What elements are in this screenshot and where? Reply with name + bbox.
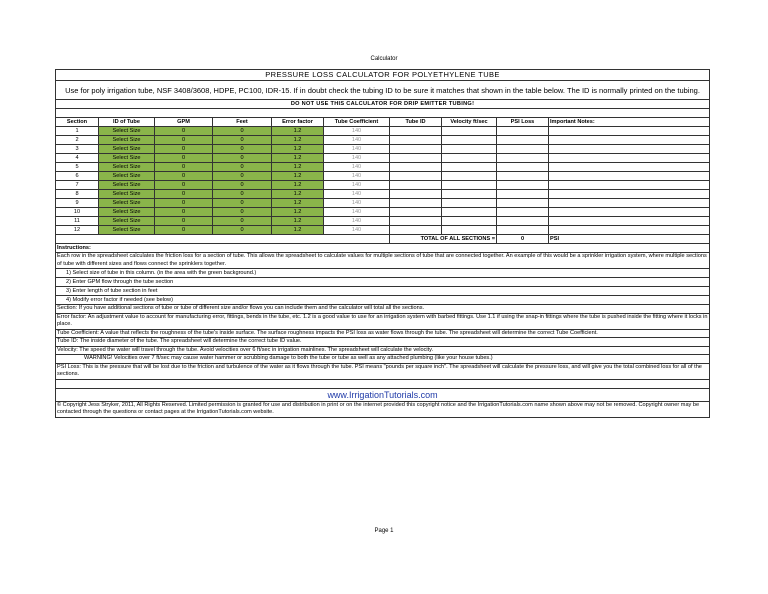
tube-size-select[interactable]: Select Size	[99, 217, 155, 226]
calculator-table	[55, 69, 710, 418]
psi-loss-cell	[497, 226, 549, 235]
error-factor-input[interactable]: 1.2	[272, 154, 324, 163]
table-row	[56, 136, 710, 145]
tube-coefficient-cell: 140	[324, 190, 390, 199]
tube-coefficient-cell: 140	[324, 181, 390, 190]
col-section: Section	[56, 118, 99, 127]
notes-cell[interactable]	[549, 199, 710, 208]
velocity-cell	[442, 145, 497, 154]
feet-input[interactable]: 0	[213, 217, 272, 226]
page-header: Calculator	[370, 56, 398, 62]
instructions-step-4: 4) Modify error factor if needed (see below)	[56, 296, 710, 305]
col-gpm: GPM	[155, 118, 213, 127]
col-tube-id: Tube ID	[390, 118, 442, 127]
tube-id-cell	[390, 127, 442, 136]
table-row	[56, 190, 710, 199]
spreadsheet	[55, 69, 709, 418]
tube-coefficient-cell: 140	[324, 217, 390, 226]
error-factor-input[interactable]: 1.2	[272, 217, 324, 226]
section-cell: 9	[56, 199, 99, 208]
total-row	[56, 235, 710, 244]
website-link[interactable]: www.IrrigationTutorials.com	[56, 388, 710, 401]
tube-coefficient-cell: 140	[324, 226, 390, 235]
section-cell: 1	[56, 127, 99, 136]
error-factor-input[interactable]: 1.2	[272, 127, 324, 136]
col-velocity: Velocity ft/sec	[442, 118, 497, 127]
gpm-input[interactable]: 0	[155, 181, 213, 190]
tube-coefficient-cell: 140	[324, 199, 390, 208]
section-cell: 12	[56, 226, 99, 235]
gpm-input[interactable]: 0	[155, 145, 213, 154]
total-label: TOTAL OF ALL SECTIONS =	[390, 235, 497, 244]
psi-loss-cell	[497, 145, 549, 154]
col-feet: Feet	[213, 118, 272, 127]
notes-cell[interactable]	[549, 190, 710, 199]
notes-cell[interactable]	[549, 163, 710, 172]
error-factor-input[interactable]: 1.2	[272, 163, 324, 172]
feet-input[interactable]: 0	[213, 136, 272, 145]
psi-loss-cell	[497, 163, 549, 172]
psi-loss-cell	[497, 172, 549, 181]
tube-id-cell	[390, 190, 442, 199]
section-cell: 4	[56, 154, 99, 163]
tube-coefficient-cell: 140	[324, 172, 390, 181]
section-cell: 11	[56, 217, 99, 226]
total-unit: PSI	[549, 235, 710, 244]
feet-input[interactable]: 0	[213, 226, 272, 235]
tube-size-select[interactable]: Select Size	[99, 199, 155, 208]
tube-size-select[interactable]: Select Size	[99, 163, 155, 172]
gpm-input[interactable]: 0	[155, 190, 213, 199]
section-cell: 2	[56, 136, 99, 145]
velocity-cell	[442, 190, 497, 199]
gpm-input[interactable]: 0	[155, 154, 213, 163]
table-row	[56, 127, 710, 136]
page-footer: Page 1	[374, 528, 394, 534]
gpm-input[interactable]: 0	[155, 163, 213, 172]
copyright-notice: © Copyright Jess Stryker, 2011, All Rights Reserved. Limited permission is granted for use and distribution in print or on the internet provided this copyright notice and the IrrigationTutorials.com name shown above may not be removed. Copyright owner may be contacted through the questions or contact pages at the IrrigationTutorials.com website.	[56, 401, 710, 417]
tube-size-select[interactable]: Select Size	[99, 145, 155, 154]
feet-input[interactable]: 0	[213, 154, 272, 163]
psi-loss-cell	[497, 127, 549, 136]
tube-id-cell	[390, 208, 442, 217]
feet-input[interactable]: 0	[213, 199, 272, 208]
tube-size-select[interactable]: Select Size	[99, 172, 155, 181]
notes-cell[interactable]	[549, 172, 710, 181]
instructions-intro: Each row in the spreadsheet calculates the friction loss for a section of tube. This allows the spreadsheet to calculate values for multiple sections of tube that are connected together. An example of this would be a sprinkler irrigation system, where multiple sections of tube with different sizes and flows connect the sprinklers together.	[56, 253, 710, 269]
gpm-input[interactable]: 0	[155, 136, 213, 145]
tube-size-select[interactable]: Select Size	[99, 208, 155, 217]
section-cell: 8	[56, 190, 99, 199]
column-headers	[56, 118, 710, 127]
error-factor-input[interactable]: 1.2	[272, 172, 324, 181]
tube-coefficient-cell: 140	[324, 163, 390, 172]
table-row	[56, 154, 710, 163]
tube-id-cell	[390, 172, 442, 181]
error-factor-input[interactable]: 1.2	[272, 199, 324, 208]
tube-id-cell	[390, 136, 442, 145]
psi-loss-cell	[497, 190, 549, 199]
instructions-step-3: 3) Enter length of tube section in feet	[56, 287, 710, 296]
drip-warning: DO NOT USE THIS CALCULATOR FOR DRIP EMITTER TUBING!	[56, 100, 710, 109]
error-factor-input[interactable]: 1.2	[272, 145, 324, 154]
gpm-input[interactable]: 0	[155, 226, 213, 235]
tube-size-select[interactable]: Select Size	[99, 154, 155, 163]
psi-loss-cell	[497, 208, 549, 217]
velocity-cell	[442, 208, 497, 217]
notes-cell[interactable]	[549, 226, 710, 235]
instructions-psi-loss: PSI Loss: This is the pressure that will be lost due to the friction and turbulence of the water as it flows through the tube. PSI means "pounds per square inch". The spreadsheet will calculate the pressure loss, and will give you the total combined loss for all of the sections.	[56, 363, 710, 379]
feet-input[interactable]: 0	[213, 127, 272, 136]
velocity-cell	[442, 172, 497, 181]
instructions-velocity: Velocity: The speed the water will travel through the tube. Avoid velocities over 6 ft/sec in irrigation mainlines. The spreadsheet will calculate the velocity.	[56, 346, 710, 355]
tube-id-cell	[390, 163, 442, 172]
velocity-cell	[442, 217, 497, 226]
total-value: 0	[497, 235, 549, 244]
col-id-of-tube: ID of Tube	[99, 118, 155, 127]
instructions-step-2: 2) Enter GPM flow through the tube section	[56, 278, 710, 287]
psi-loss-cell	[497, 181, 549, 190]
feet-input[interactable]: 0	[213, 163, 272, 172]
table-row	[56, 199, 710, 208]
tube-size-select[interactable]: Select Size	[99, 181, 155, 190]
gpm-input[interactable]: 0	[155, 199, 213, 208]
feet-input[interactable]: 0	[213, 181, 272, 190]
instructions-error-factor: Error factor: An adjustment value to account for manufacturing error, fittings, bends in the tube, etc. 1.2 is a good value to use for an irrigation system with barbed fittings. Use 1.1 if using the snap-in fittings where the tube is pushed inside the fitting where it locks in place.	[56, 313, 710, 329]
gpm-input[interactable]: 0	[155, 127, 213, 136]
feet-input[interactable]: 0	[213, 145, 272, 154]
instructions-step-1: 1) Select size of tube in this column. (in the area with the green background.)	[56, 269, 710, 278]
velocity-cell	[442, 226, 497, 235]
velocity-cell	[442, 199, 497, 208]
error-factor-input[interactable]: 1.2	[272, 208, 324, 217]
error-factor-input[interactable]: 1.2	[272, 226, 324, 235]
calculator-subtitle: Use for poly irrigation tube, NSF 3408/3608, HDPE, PC100, IDR-15. If in doubt check the tubing ID to be sure it matches that shown in the table below. The ID is normally printed on the tubing.	[56, 81, 710, 100]
notes-cell[interactable]	[549, 208, 710, 217]
table-row	[56, 145, 710, 154]
feet-input[interactable]: 0	[213, 208, 272, 217]
instructions-velocity-warning: WARNING! Velocities over 7 ft/sec may cause water hammer or scrubbing damage to both the tube or tube as well as any attached plumbing (like your house tubes.)	[56, 355, 710, 364]
tube-id-cell	[390, 217, 442, 226]
notes-cell[interactable]	[549, 127, 710, 136]
feet-input[interactable]: 0	[213, 172, 272, 181]
section-cell: 6	[56, 172, 99, 181]
velocity-cell	[442, 181, 497, 190]
tube-coefficient-cell: 140	[324, 154, 390, 163]
section-cell: 7	[56, 181, 99, 190]
col-error-factor: Error factor	[272, 118, 324, 127]
col-psi-loss: PSI Loss	[497, 118, 549, 127]
table-row	[56, 181, 710, 190]
tube-coefficient-cell: 140	[324, 136, 390, 145]
instructions-heading: Instructions:	[56, 244, 710, 253]
tube-id-cell	[390, 181, 442, 190]
psi-loss-cell	[497, 154, 549, 163]
tube-size-select[interactable]: Select Size	[99, 226, 155, 235]
gpm-input[interactable]: 0	[155, 217, 213, 226]
tube-size-select[interactable]: Select Size	[99, 127, 155, 136]
table-row	[56, 208, 710, 217]
velocity-cell	[442, 154, 497, 163]
notes-cell[interactable]	[549, 217, 710, 226]
velocity-cell	[442, 136, 497, 145]
velocity-cell	[442, 127, 497, 136]
gpm-input[interactable]: 0	[155, 208, 213, 217]
velocity-cell	[442, 163, 497, 172]
instructions-tube-id: Tube ID: The inside diameter of the tube. The spreadsheet will determine the correct tube ID value.	[56, 338, 710, 347]
tube-size-select[interactable]: Select Size	[99, 136, 155, 145]
tube-size-select[interactable]: Select Size	[99, 190, 155, 199]
psi-loss-cell	[497, 199, 549, 208]
gpm-input[interactable]: 0	[155, 172, 213, 181]
col-tube-coefficient: Tube Coefficient	[324, 118, 390, 127]
section-cell: 5	[56, 163, 99, 172]
tube-coefficient-cell: 140	[324, 208, 390, 217]
notes-cell[interactable]	[549, 145, 710, 154]
table-row	[56, 226, 710, 235]
notes-cell[interactable]	[549, 181, 710, 190]
section-cell: 3	[56, 145, 99, 154]
psi-loss-cell	[497, 217, 549, 226]
tube-id-cell	[390, 145, 442, 154]
table-row	[56, 163, 710, 172]
notes-cell[interactable]	[549, 136, 710, 145]
error-factor-input[interactable]: 1.2	[272, 181, 324, 190]
section-cell: 10	[56, 208, 99, 217]
calculator-title: PRESSURE LOSS CALCULATOR FOR POLYETHYLENE TUBE	[56, 70, 710, 81]
col-important-notes: Important Notes:	[549, 118, 710, 127]
tube-id-cell	[390, 226, 442, 235]
instructions-section: Section: If you have additional sections of tube or tube of different size and/or flows you can include them and the calculator will total all the sections.	[56, 305, 710, 314]
tube-id-cell	[390, 199, 442, 208]
tube-coefficient-cell: 140	[324, 145, 390, 154]
instructions-tube-coefficient: Tube Coefficient: A value that reflects the roughness of the tube's inside surface. The surface roughness impacts the PSI loss as water flows through the tube. The spreadsheet will determine the correct Tube Coefficient.	[56, 329, 710, 338]
table-row	[56, 217, 710, 226]
psi-loss-cell	[497, 136, 549, 145]
feet-input[interactable]: 0	[213, 190, 272, 199]
tube-coefficient-cell: 140	[324, 127, 390, 136]
table-row	[56, 172, 710, 181]
tube-id-cell	[390, 154, 442, 163]
notes-cell[interactable]	[549, 154, 710, 163]
error-factor-input[interactable]: 1.2	[272, 136, 324, 145]
error-factor-input[interactable]: 1.2	[272, 190, 324, 199]
